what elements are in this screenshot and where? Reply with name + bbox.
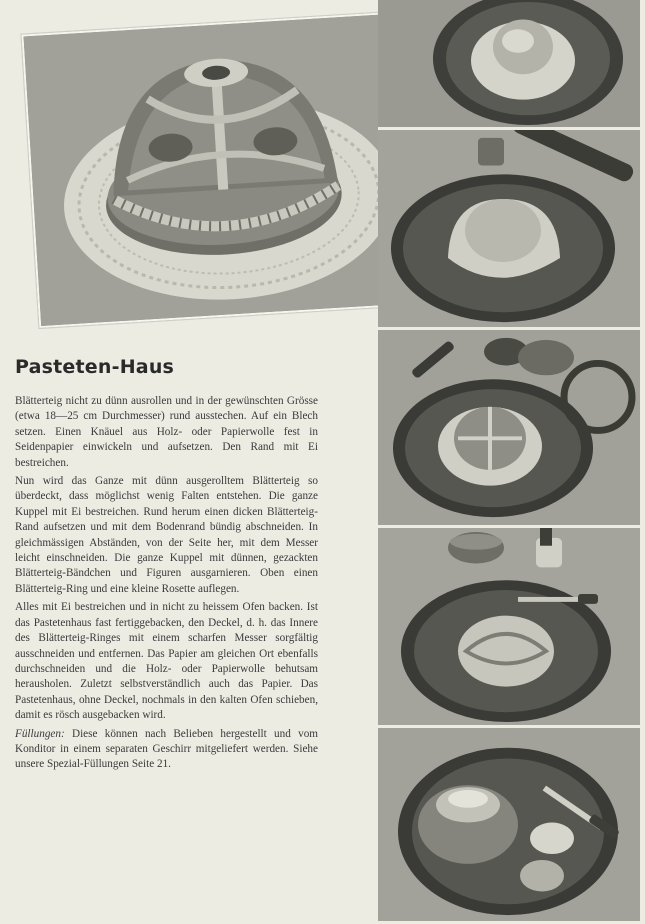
instruction-paragraph-3: Alles mit Ei bestreichen und in nicht zu heissem Ofen backen. Ist das Pastetenhaus fast fertiggebacken, den Deckel, d. h. das Innere des Blätterteig-Ringes mit einem scharfen Messer sorgfältig ausschneiden und entfernen. Das Papier am gleichen Ort ebenfalls durchschneiden und die Holz- oder Papierwolle behutsam herausholen. Zuletzt selbstverständlich auch das Papier. Das Pastetenhaus, ohne Deckel, nochmals in den kalten Ofen schieben, damit es rösch ausgebacken wird.: [15, 601, 318, 722]
step-photos-column: [378, 0, 640, 924]
step-photo-5: [378, 728, 640, 924]
step-photo-1: [378, 0, 640, 130]
recipe-title: Pasteten-Haus: [15, 356, 175, 378]
instruction-paragraph-2: Nun wird das Ganze mit dünn ausgerolltem Blätterteig so überdeckt, dass möglichst wenig Falten entstehen. Die ganze Kuppel mit Ei bestreichen. Rund herum einen dicken Blätterteig-Rand aufsetzen und mit dem Bodenrand bündig abschneiden. In gleichmässigen Abständen, von der Seite her, mit dem Messer leicht einschneiden. Die ganze Kuppel mit dünnen, gezackten Blätterteig-Bändchen und Figuren ausgarnieren. Oben einen Blätterteig-Ring und eine kleine Rosette auflegen.: [15, 475, 318, 595]
step-photo-3: [378, 330, 640, 528]
fillings-text: Diese können nach Belieben hergestellt und vom Konditor in einem separaten Geschirr mitgeliefert werden. Siehe unsere Spezial-Füllungen Seite 21.: [15, 727, 318, 771]
fillings-paragraph: [15, 727, 318, 773]
fillings-label: Füllungen:: [15, 727, 65, 740]
instruction-paragraph-1: Blätterteig nicht zu dünn ausrollen und in der gewünschten Grösse (etwa 18—25 cm Durchmesser) rund ausstechen. Auf ein Blech setzen. Einen Knäuel aus Holz- oder Papierwolle fest in Seidenpapier einwickeln und aufsetzen. Den Rand mit Ei bestreichen.: [15, 395, 318, 469]
recipe-instructions: [15, 394, 318, 776]
step-photo-2: [378, 130, 640, 330]
step-photo-4: [378, 528, 640, 728]
